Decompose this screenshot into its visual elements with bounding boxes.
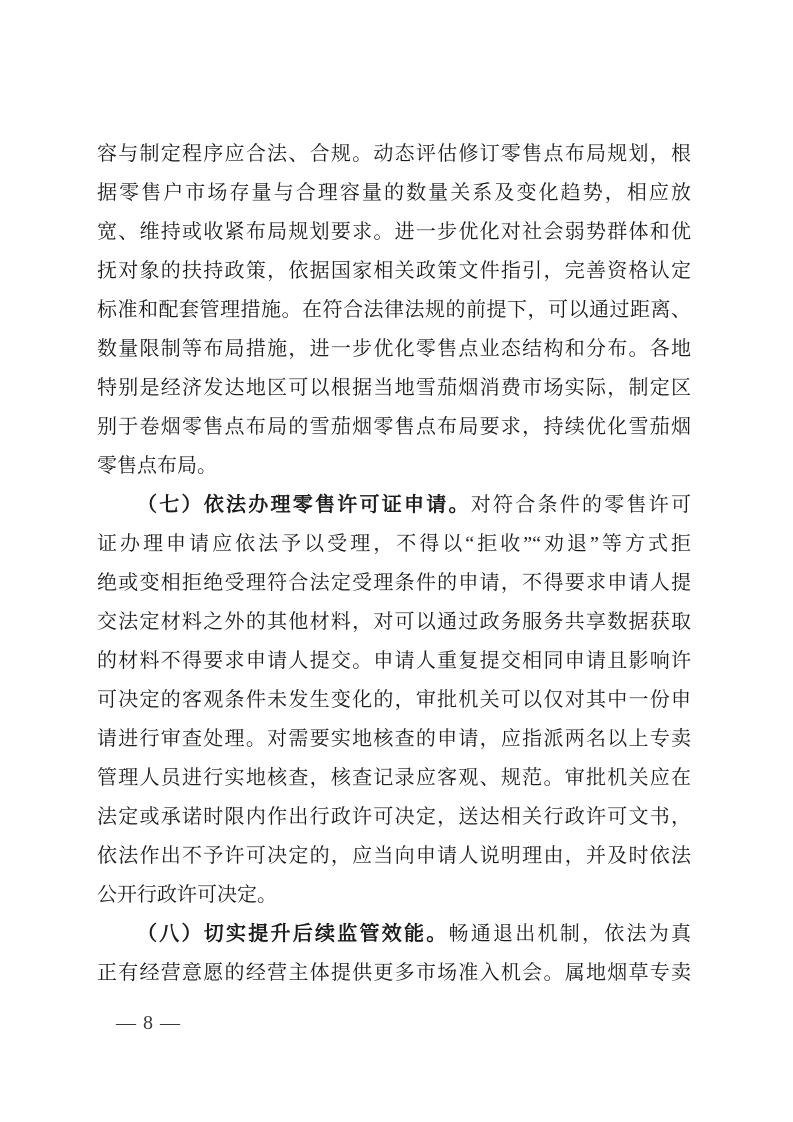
text-line (97, 135, 691, 174)
body-text: 畅通退出机制，依法为真 (448, 923, 691, 945)
body-text: 请进行审查处理。对需要实地核查的申请，应指派两名以上专卖 (97, 728, 691, 750)
body-text: 管理人员进行实地核查，核查记录应客观、规范。审批机关应在 (97, 767, 691, 789)
body-text: 宽、维持或收紧布局规划要求。进一步优化对社会弱势群体和优 (97, 221, 691, 243)
text-line (97, 681, 691, 720)
text-line (97, 369, 691, 408)
body-text: 公开行政许可决定。 (97, 884, 277, 906)
body-text: 别于卷烟零售点布局的雪茄烟零售点布局要求，持续优化雪茄烟 (97, 416, 691, 438)
text-line (97, 252, 691, 291)
body-text: 正有经营意愿的经营主体提供更多市场准入机会。属地烟草专卖 (97, 962, 691, 984)
body-text: 容与制定程序应合法、合规。动态评估修订零售点布局规划，根 (97, 143, 691, 165)
section-heading: （七）依法办理零售许可证申请。 (137, 494, 471, 516)
text-line (97, 213, 691, 252)
text-line (97, 408, 691, 447)
text-line (97, 720, 691, 759)
body-text: 的材料不得要求申请人提交。申请人重复提交相同申请且影响许 (97, 650, 691, 672)
body-text: 依法作出不予许可决定的，应当向申请人说明理由，并及时依法 (97, 845, 691, 867)
body-text: 据零售户市场存量与合理容量的数量关系及变化趋势，相应放 (97, 182, 691, 204)
body-text: 零售点布局。 (97, 455, 217, 477)
text-line (97, 798, 691, 837)
body-text: 绝或变相拒绝受理符合法定受理条件的申请，不得要求申请人提 (97, 572, 691, 594)
text-line (97, 564, 691, 603)
document-body (97, 135, 691, 993)
body-text: 交法定材料之外的其他材料，对可以通过政务服务共享数据获取 (97, 611, 691, 633)
text-line (97, 876, 691, 915)
text-line (97, 447, 691, 486)
body-text: 特别是经济发达地区可以根据当地雪茄烟消费市场实际，制定区 (97, 377, 691, 399)
text-line (97, 642, 691, 681)
text-line (97, 837, 691, 876)
body-text: 法定或承诺时限内作出行政许可决定，送达相关行政许可文书， (97, 806, 691, 828)
text-line (97, 486, 691, 525)
text-line (97, 603, 691, 642)
body-text: 证办理申请应依法予以受理，不得以“拒收”“劝退”等方式拒 (97, 533, 691, 555)
text-line (97, 954, 691, 993)
section-heading: （八）切实提升后续监管效能。 (137, 923, 449, 945)
text-line (97, 174, 691, 213)
text-line (97, 330, 691, 369)
text-line (97, 291, 691, 330)
body-text: 数量限制等布局措施，进一步优化零售点业态结构和分布。各地 (97, 338, 691, 360)
text-line (97, 525, 691, 564)
text-line (97, 759, 691, 798)
text-line (97, 915, 691, 954)
body-text: 抚对象的扶持政策，依据国家相关政策文件指引，完善资格认定 (97, 260, 691, 282)
body-text: 可决定的客观条件未发生变化的，审批机关可以仅对其中一份申 (97, 689, 691, 711)
body-text: 标准和配套管理措施。在符合法律法规的前提下，可以通过距离、 (97, 299, 691, 321)
body-text: 对符合条件的零售许可 (470, 494, 691, 516)
page-number: — 8 — (116, 1012, 181, 1034)
